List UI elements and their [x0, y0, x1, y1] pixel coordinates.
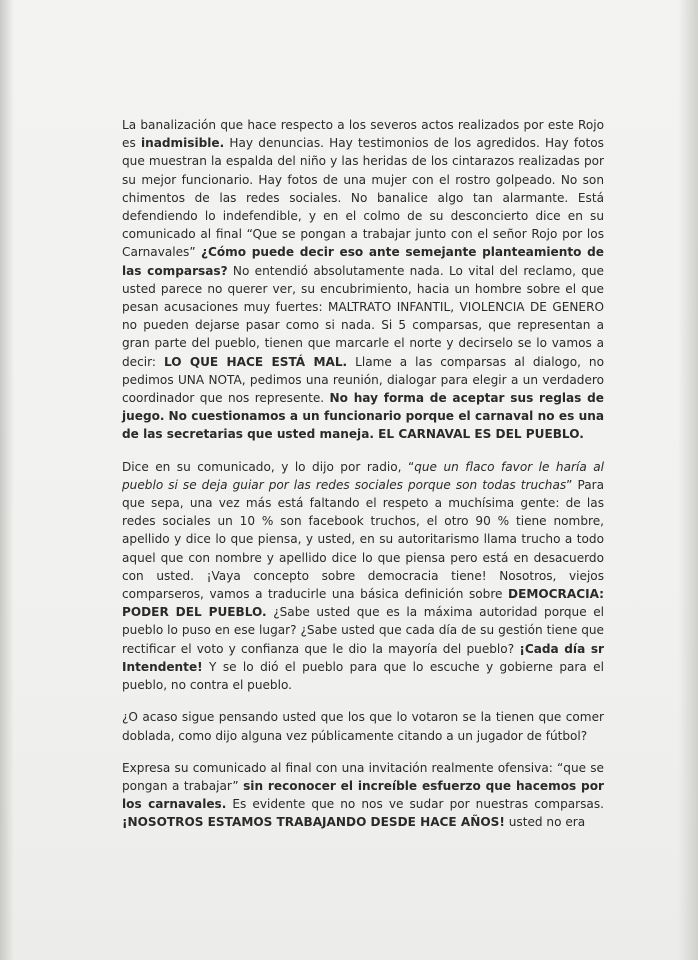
bold-text: ¡NOSOTROS ESTAMOS TRABAJANDO DESDE HACE AÑOS! [122, 815, 505, 830]
body-text: Llame a las comparsas al dialogo, no pedimos UNA NOTA, pedimos una reunión, dialogar para elegir a un verdadero coordinador que nos represente. [122, 354, 604, 406]
body-text: Hay denuncias. Hay testimonios de los agredidos. Hay fotos que muestran la espalda del niño y las heridas de los cintarazos realizadas por su mejor funcionario. Hay fotos de una mujer con el rostro golpeado. No son chimentos de las redes sociales. No banalice algo tan alarmante. Está defendiendo lo indefendible, y en el colmo de su desconcierto dice en su comunicado al final “Que se pongan a trabajar junto con el señor Rojo por los Carnavales” [122, 136, 604, 260]
bold-text: LO QUE HACE ESTÁ MAL. [163, 354, 348, 369]
bold-text: inadmisible. [140, 136, 225, 151]
body-text: usted no era [504, 815, 586, 830]
paragraph-1 [122, 116, 604, 444]
paragraph-3 [122, 708, 604, 744]
page-edge-shadow-left [0, 0, 14, 960]
bold-text: No hay forma de aceptar sus reglas de juego. [122, 391, 604, 424]
bold-text: DEMOCRACIA: PODER DEL PUEBLO. [122, 587, 604, 620]
body-text: Es evidente que no nos ve sudar por nuestras comparsas. [226, 797, 604, 812]
body-text: ¿Sabe usted que es la máxima autoridad porque el pueblo lo puso en ese lugar? ¿Sabe usted que cada día de su gestión tiene que rectificar el voto y confianza que le dio la mayoría del pueblo? [122, 605, 604, 656]
body-text: La banalización que hace respecto a los severos actos realizados por este Rojo es [122, 118, 604, 151]
paragraph-2 [122, 458, 604, 695]
body-text: Expresa su comunicado al final con una invitación realmente ofensiva: “que se pongan a trabajar” [122, 760, 604, 793]
body-text: ” Para que sepa, una vez más está faltando el respeto a muchísima gente: de las redes sociales un 10 % son facebook truchos, el otro 90 % tiene nombre, apellido y dice lo que piensa, y usted, en su autoritarismo llama trucho a todo aquel que con nombre y apellido dice lo que piensa pero está en desacuerdo con usted. ¡Vaya concepto sobre democracia tiene! Nosotros, viejos comparseros, vamos a traducirle una básica definición sobre [122, 477, 605, 602]
bold-text: No cuestionamos a un funcionario porque el carnaval no es una de las secretarias que usted maneja. EL CARNAVAL ES DEL PUEBLO. [122, 409, 604, 442]
body-text: ¿O acaso sigue pensando usted que los que lo votaron se la tienen que comer doblada, como dijo alguna vez públicamente citando a un jugador de fútbol? [122, 710, 604, 743]
document-body [122, 116, 604, 846]
body-text: Dice en su comunicado, y lo dijo por radio, “ [122, 459, 415, 474]
bold-text: ¡Cada día sr Intendente! [122, 641, 604, 674]
page-edge-shadow-right [678, 0, 698, 960]
bold-text: sin reconocer el increíble esfuerzo que hacemos por los carnavales. [122, 778, 604, 812]
bold-text: ¿Cómo puede decir eso ante semejante planteamiento de las comparsas? [122, 245, 604, 278]
body-text: No entendió absolutamente nada. Lo vital del reclamo, que usted parece no querer ver, su encubrimiento, hacia un hombre sobre el que pesan acusaciones muy fuertes: MALTRATO INFANTIL, VIOLENCIA DE GENERO no pueden dejarse pasar como si nada. Si 5 comparsas, que representan a gran parte del pueblo, tienen que marcarle el norte y decirselo se lo vamos a decir: [122, 263, 604, 369]
italic-quote: que un flaco favor le haría al pueblo si se deja guiar por las redes sociales porque son todas truchas [122, 459, 604, 492]
body-text: Y se lo dió el pueblo para que lo escuche y gobierne para el pueblo, no contra el pueblo. [122, 659, 604, 693]
paragraph-4 [122, 759, 604, 832]
